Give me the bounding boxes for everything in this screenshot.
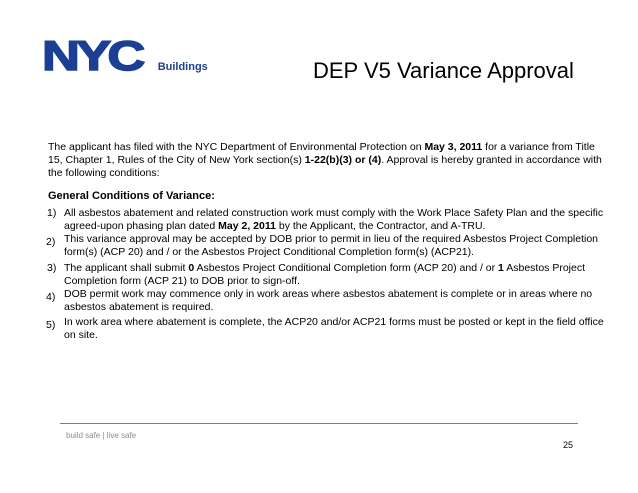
condition-number: 3) xyxy=(47,262,57,274)
page-number: 25 xyxy=(563,440,574,450)
logo-mark: NYC xyxy=(42,32,142,79)
condition-item xyxy=(48,207,608,233)
acp21-count: 1 xyxy=(498,262,504,274)
conditions-heading: General Conditions of Variance: xyxy=(48,190,215,202)
condition-text: This variance approval may be accepted by DOB prior to permit in lieu of the required Asbestos Project Completion form(s) (ACP 20) and / or the Asbestos Project Conditional Completion form(s) (ACP21). xyxy=(64,233,599,258)
intro-text-3: . Approval is hereby granted in accordance with the following conditions: xyxy=(48,154,602,179)
condition-text: In work area where abatement is complete, the ACP20 and/or ACP21 forms must be posted or kept in the field office on site. xyxy=(64,316,604,341)
intro-paragraph xyxy=(48,141,608,180)
condition-text: Asbestos Project Completion form (ACP 21) to DOB prior to sign-off. xyxy=(64,262,586,287)
condition-item xyxy=(48,316,608,342)
nyc-buildings-logo xyxy=(42,32,208,79)
footer-tagline: build safe | live safe xyxy=(66,431,137,440)
footer-divider xyxy=(60,423,578,424)
intro-text-2: for a variance from Title 15, Chapter 1, Rules of the City of New York section(s) xyxy=(48,141,595,166)
condition-number: 2) xyxy=(46,236,56,248)
condition-item xyxy=(48,233,608,259)
condition-text: The applicant shall submit xyxy=(64,262,189,274)
rule-sections: 1-22(b)(3) or (4) xyxy=(304,154,382,166)
filing-date: May 3, 2011 xyxy=(424,141,483,153)
condition-text: DOB permit work may commence only in work areas where asbestos abatement is complete or in areas where no asbestos abatement is required. xyxy=(64,288,593,313)
condition-text: by the Applicant, the Contractor, and A-TRU. xyxy=(275,220,486,232)
condition-number: 5) xyxy=(46,319,56,331)
condition-item xyxy=(48,262,608,288)
condition-number: 1) xyxy=(47,207,57,219)
intro-text-1: The applicant has filed with the NYC Department of Environmental Protection on xyxy=(48,141,425,153)
acp20-count: 0 xyxy=(188,262,195,274)
condition-item xyxy=(48,288,608,314)
slide-title: DEP V5 Variance Approval xyxy=(313,58,574,83)
slide-body xyxy=(48,141,608,342)
phasing-plan-date: May 2, 2011 xyxy=(218,220,276,232)
condition-number: 4) xyxy=(46,291,56,303)
condition-text: Asbestos Project Conditional Completion form (ACP 20) and / or xyxy=(194,262,499,274)
condition-text: All asbestos abatement and related construction work must comply with the Work Place Safety Plan and the specific agreed-upon phasing plan dated xyxy=(64,207,604,232)
logo-wordmark: Buildings xyxy=(157,61,208,73)
